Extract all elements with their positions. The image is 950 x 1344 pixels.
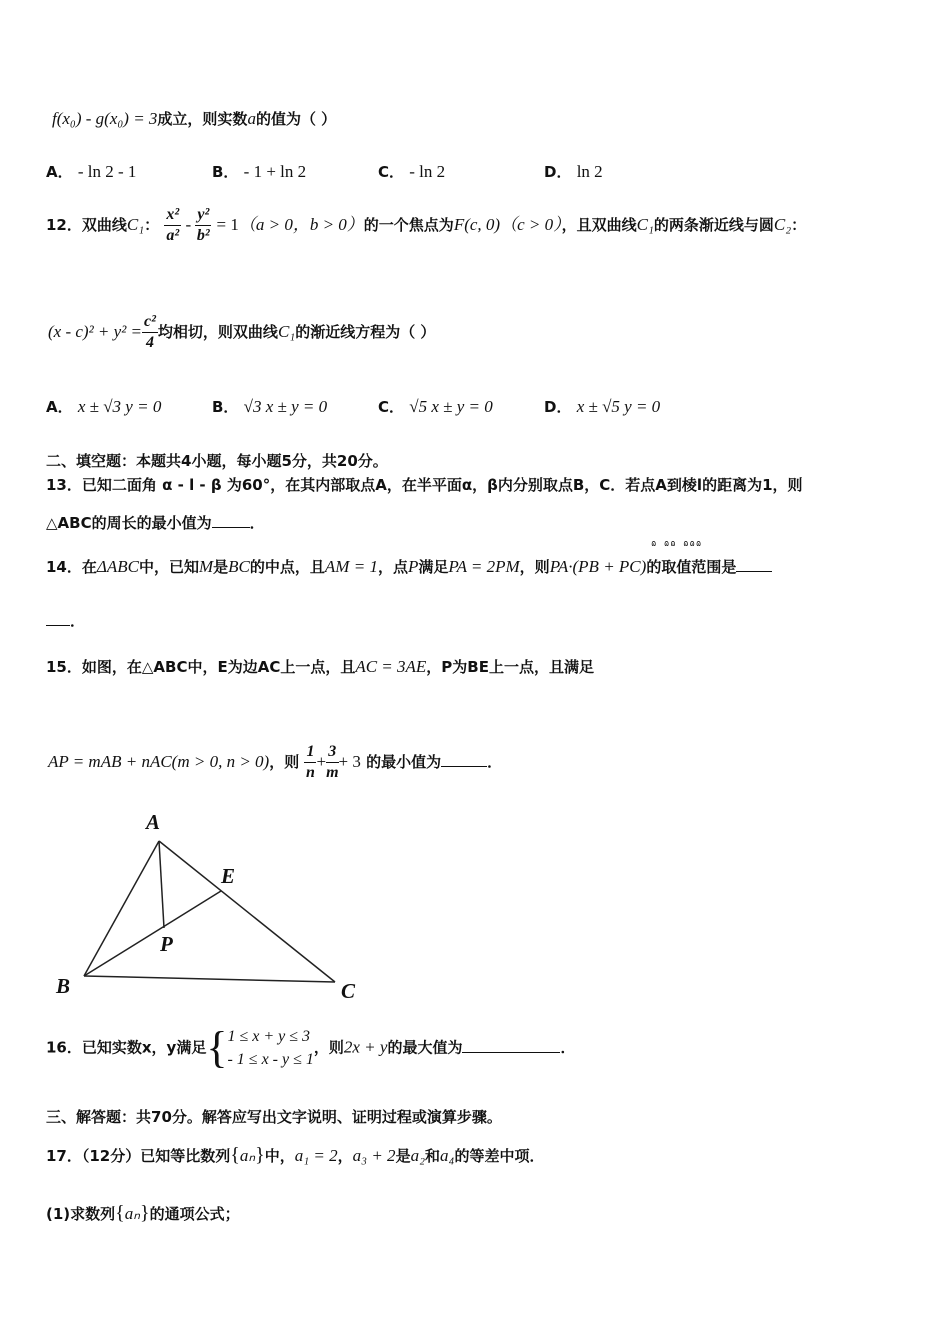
q13-line1: 13．已知二面角 α - l - β 为60°，在其内部取点A，在半平面α，β内分别取点B，C．若点A到棱l的距离为1，则 xyxy=(46,476,803,494)
label-e: E xyxy=(221,864,236,888)
q12-option-b: B． √3 x ± y = 0 xyxy=(212,397,328,416)
q11-text: 成立，则实数 xyxy=(157,110,248,128)
q14-vector-marks: ɷ ɷɷ ɷɷɷ xyxy=(651,539,703,549)
q17-line: 17．（12分）已知等比数列{aₙ}中，a₁ = 2，a₃ + 2是a₂和a₄的等差中项． xyxy=(46,1144,545,1166)
q12-circle-frac: $\frac{\text{c²}}{4}$ xyxy=(144,313,156,351)
q11-option-d: D． ln 2 xyxy=(544,162,603,181)
edge-ab xyxy=(84,841,159,976)
section2-title: 二、填空题：本题共4小题，每小题5分，共20分。 xyxy=(46,452,388,470)
q16-line: 16．已知实数x，y满足{ 1 ≤ x + y ≤ 3 - 1 ≤ x - y ≤ 1 ，则2x + y的最大值为 ． xyxy=(46,1023,576,1072)
q12-option-d: D． x ± √5 y = 0 xyxy=(544,397,661,416)
q12-circle-eq: (x - c)² + y² = xyxy=(48,322,143,341)
q11-condition-line xyxy=(52,110,336,127)
q12-curve: C₁ xyxy=(126,215,145,234)
q11-condition: f(x₀) - g(x₀) = 3 xyxy=(52,109,158,128)
edge-ac xyxy=(159,841,335,982)
q16-brace: { xyxy=(206,1023,228,1072)
q16-answer-blank[interactable] xyxy=(462,1039,560,1053)
q13-answer-blank[interactable] xyxy=(212,514,250,528)
q15-line2: AP = mAB + nAC(m > 0, n > 0)，则 $\frac{1}{n}$ + $\frac{3}{m}$ + 3 的最小值为 ． xyxy=(48,743,503,781)
q15-answer-blank[interactable] xyxy=(441,753,487,767)
label-a: A xyxy=(146,810,161,834)
q15-line1: 15．如图，在△ABC中，E为边AC上一点，且AC = 3AE，P为BE上一点，且满足 xyxy=(46,657,594,676)
q15-ap-eq: AP = mAB + nAC(m > 0, n > 0) xyxy=(48,752,270,771)
q14-answer-blank[interactable] xyxy=(736,558,772,572)
q11-option-a: A． - ln 2 - 1 xyxy=(46,162,137,181)
q12-line1: 12．双曲线C₁： $\frac{\text{x²}}{\text{a²}}$ - $\frac{\text{y²}}{\text{b²}}$ = 1（a > 0，b > 0）的一个焦点为F(c, 0)（c > 0），且双曲线C₁的两条渐近线与圆C₂： xyxy=(46,206,807,244)
q12-frac-x: $\frac{\text{x²}}{\text{a²}}$ xyxy=(166,206,180,244)
q16-system: 1 ≤ x + y ≤ 3 - 1 ≤ x - y ≤ 1 xyxy=(227,1028,314,1068)
q14-answer-blank-cont[interactable] xyxy=(46,612,70,626)
q14-line1: 14．在ΔABC中，已知M是BC的中点，且AM = 1，点P满足PA = 2PM，则PA·(PB + PC)的取值范围是 xyxy=(46,558,772,575)
q12-frac-y: $\frac{\text{y²}}{\text{b²}}$ xyxy=(196,206,210,244)
q14-line2: ． xyxy=(46,612,85,629)
q12-eq-rhs: = 1 xyxy=(216,215,239,234)
section3-title: 三、解答题：共70分。解答应写出文字说明、证明过程或演算步骤。 xyxy=(46,1108,502,1126)
q13-line2: △ABC的周长的最小值为 ． xyxy=(46,514,265,532)
q11-var: a xyxy=(247,109,256,128)
q12-cond: （a > 0，b > 0） xyxy=(238,215,364,234)
q15-frac1: $\frac{1}{n}$ xyxy=(306,743,315,781)
edge-bc xyxy=(84,976,335,982)
label-p: P xyxy=(160,932,173,956)
q11-tail: 的值为（ ） xyxy=(255,110,337,128)
q15-triangle-figure xyxy=(46,808,376,1008)
q15-frac2: $\frac{3}{m}$ xyxy=(326,743,339,781)
q12-focus: F(c, 0) xyxy=(453,215,501,234)
segment-ap xyxy=(159,841,164,928)
q14-vector-expr: PA·(PB + PC) xyxy=(549,557,647,576)
q12-option-a: A． x ± √3 y = 0 xyxy=(46,397,162,416)
label-b: B xyxy=(56,974,71,998)
q12-option-c: C． √5 x ± y = 0 xyxy=(378,397,493,416)
segment-be xyxy=(84,891,221,976)
q11-option-b: B． - 1 + ln 2 xyxy=(212,162,307,181)
q17-subquestion-1: (1)求数列{aₙ}的通项公式； xyxy=(46,1202,240,1224)
q12-focus-cond: （c > 0） xyxy=(500,215,562,234)
q11-option-c: C． - ln 2 xyxy=(378,162,446,181)
q12-line2: (x - c)² + y² = $\frac{\text{c²}}{4}$ 均相切，则双曲线C₁的渐近线方程为（ ） xyxy=(48,313,436,351)
label-c: C xyxy=(341,979,356,1003)
